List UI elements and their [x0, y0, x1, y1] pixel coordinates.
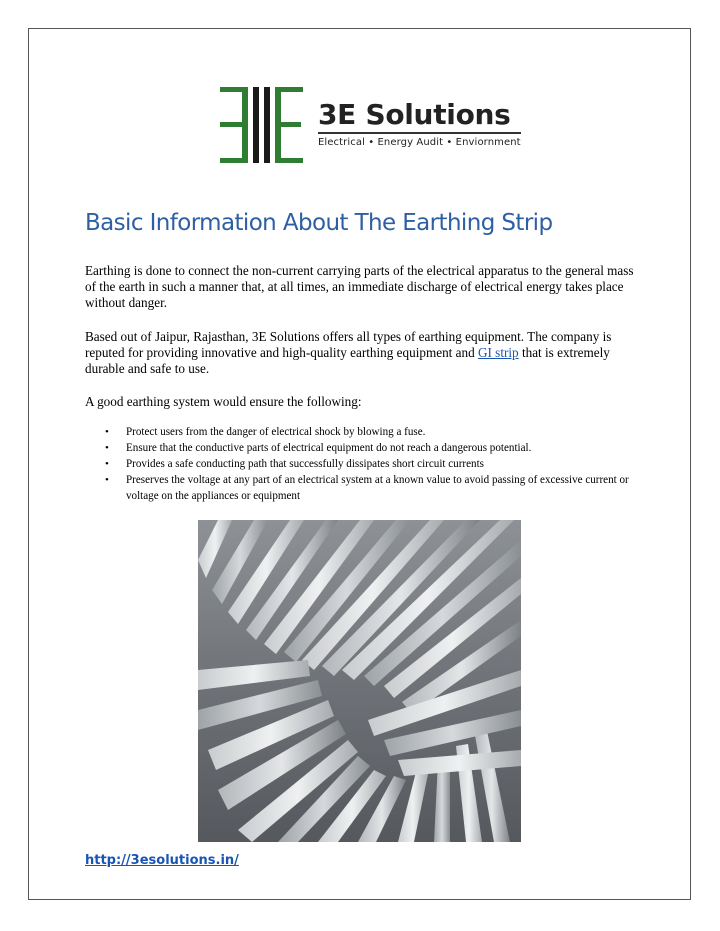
company-logo: [220, 85, 525, 165]
list-item: [85, 456, 645, 472]
logo-tagline: Electrical • Energy Audit • Enviornment: [318, 137, 521, 148]
paragraph-company-info: [85, 329, 645, 378]
logo-company-name: 3E Solutions: [318, 98, 511, 131]
list-item: [85, 440, 645, 456]
list-item-text: Protect users from the danger of electrical shock by blowing a fuse.: [126, 426, 426, 438]
list-item-text: Preserves the voltage at any part of an electrical system at a known value to avoid passing of excessive current or voltage on the appliances or equipment: [126, 474, 629, 502]
earthing-strip-photo: [198, 520, 521, 842]
3e-logo-mark-icon: [220, 85, 315, 165]
list-item: [85, 424, 645, 440]
list-item-text: Ensure that the conductive parts of electrical equipment do not reach a dangerous potential.: [126, 442, 532, 454]
paragraph-earthing-definition: Earthing is done to connect the non-current carrying parts of the electrical apparatus to the general mass of the earth in such a manner that, at all times, an immediate discharge of electrical energy takes place without danger.: [85, 263, 634, 311]
bullet-icon: •: [105, 426, 109, 438]
bullet-icon: •: [105, 458, 109, 470]
list-item: [85, 472, 645, 504]
galvanized-strips-image: [198, 520, 521, 842]
website-link[interactable]: http://3esolutions.in/: [85, 853, 239, 868]
logo-divider: [318, 132, 521, 134]
paragraph-list-intro: A good earthing system would ensure the following:: [85, 394, 362, 409]
list-item-text: Provides a safe conducting path that successfully dissipates short circuit currents: [126, 458, 484, 470]
article-title: Basic Information About The Earthing Strip: [85, 210, 553, 236]
bullet-icon: •: [105, 474, 109, 486]
gi-strip-link[interactable]: GI strip: [477, 345, 519, 361]
paragraph-text: that is extremely durable and safe to use.: [85, 345, 610, 377]
bullet-icon: •: [105, 442, 109, 454]
benefits-list: [85, 424, 645, 504]
paragraph-text: Based out of Jaipur, Rajasthan, 3E Solutions offers all types of earthing equipment. The company is reputed for providing innovative and high-quality earthing equipment and: [85, 329, 612, 361]
